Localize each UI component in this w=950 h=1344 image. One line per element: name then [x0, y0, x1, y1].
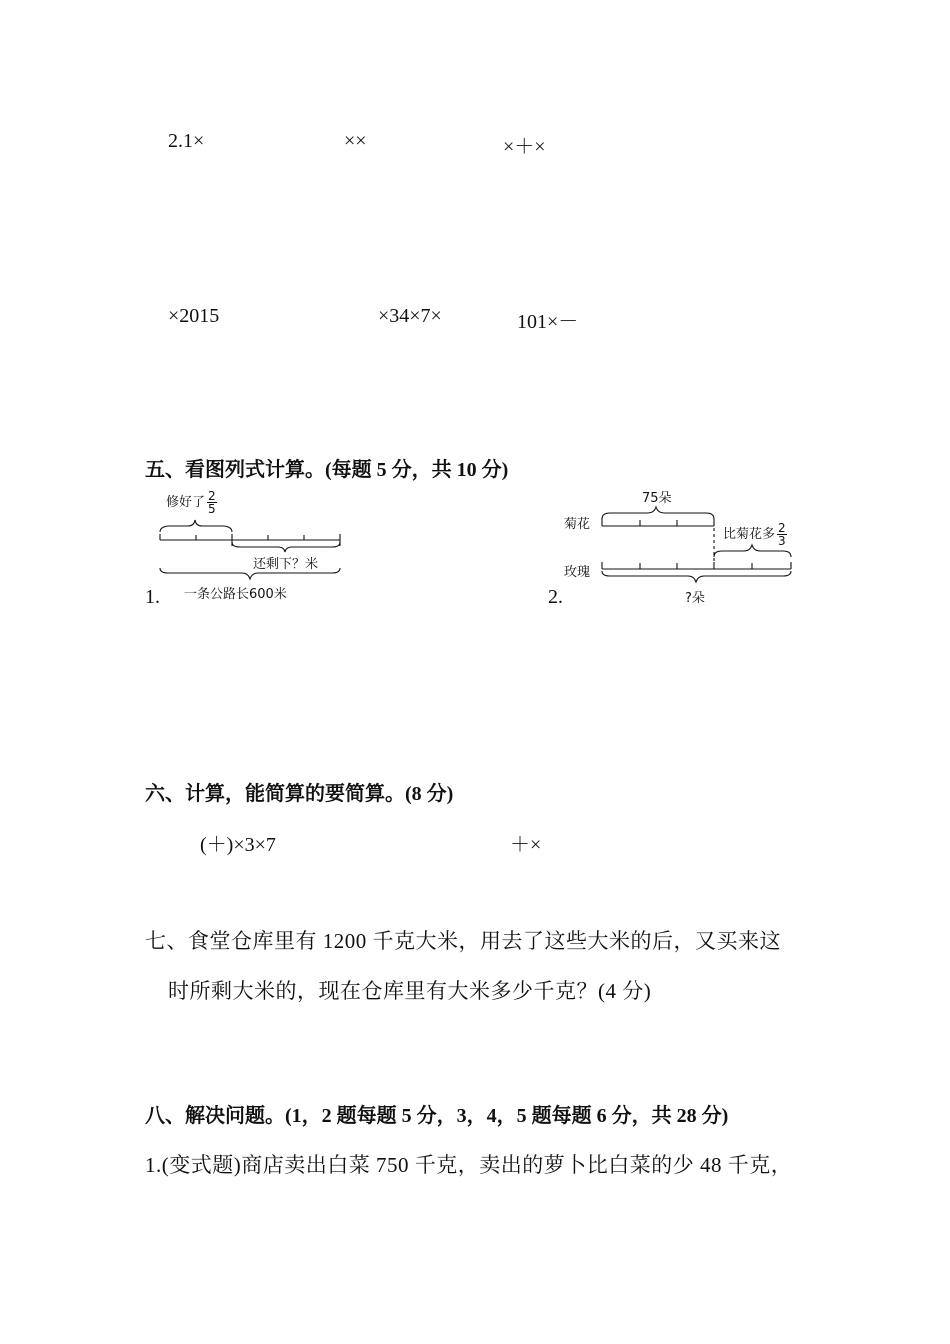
expression-1-1: 2.1×	[168, 130, 205, 152]
more-brace	[714, 545, 791, 557]
expression-1-2: ××	[344, 130, 367, 152]
repaired-label: 修好了 $\frac{2}{5}$	[166, 489, 216, 516]
more-label: 比菊花多 $\frac{2}{3}$	[723, 521, 786, 548]
total-label: 一条公路长600米	[184, 587, 287, 602]
section-8-heading: 八、解决问题。(1，2 题每题 5 分，3，4，5 题每题 6 分，共 28 分)	[145, 1105, 729, 1127]
chrysanthemum-brace	[602, 507, 714, 519]
section-7-line-2: 时所剩大米的，现在仓库里有大米多少千克？(4 分)	[168, 979, 652, 1003]
remaining-label: 还剩下？米	[253, 557, 319, 572]
expression-2-3: 101×－	[517, 311, 579, 333]
repaired-brace	[160, 520, 232, 532]
more-fraction: $\frac{2}{3}$	[778, 521, 786, 548]
problem-2-number: 2.	[548, 586, 563, 608]
remaining-brace	[232, 542, 340, 552]
rose-label: 玫瑰	[564, 565, 591, 580]
chrysanthemum-total: 75朵	[642, 491, 672, 506]
section-8-question-1: 1.(变式题)商店卖出白菜 750 千克，卖出的萝卜比白菜的少 48 千克，	[145, 1153, 793, 1177]
section-6-expression-2: ＋×	[510, 834, 542, 856]
section-6-expression-1: (＋)×3×7	[200, 834, 276, 856]
rose-total: ?朵	[685, 591, 705, 606]
section-7-line-1: 七、食堂仓库里有 1200 千克大米，用去了这些大米的后，又买来这	[145, 929, 781, 953]
expression-1-3: ×＋×	[503, 136, 546, 158]
problem-1-number: 1.	[145, 586, 160, 608]
expression-2-2: ×34×7×	[378, 305, 442, 327]
expression-2-1: ×2015	[168, 305, 220, 327]
chrysanthemum-label: 菊花	[564, 517, 591, 532]
section-6-heading: 六、计算，能简算的要简算。(8 分)	[145, 783, 454, 805]
repaired-fraction: $\frac{2}{5}$	[208, 489, 216, 516]
rose-total-brace	[602, 571, 791, 582]
section-5-heading: 五、看图列式计算。(每题 5 分，共 10 分)	[145, 459, 509, 481]
